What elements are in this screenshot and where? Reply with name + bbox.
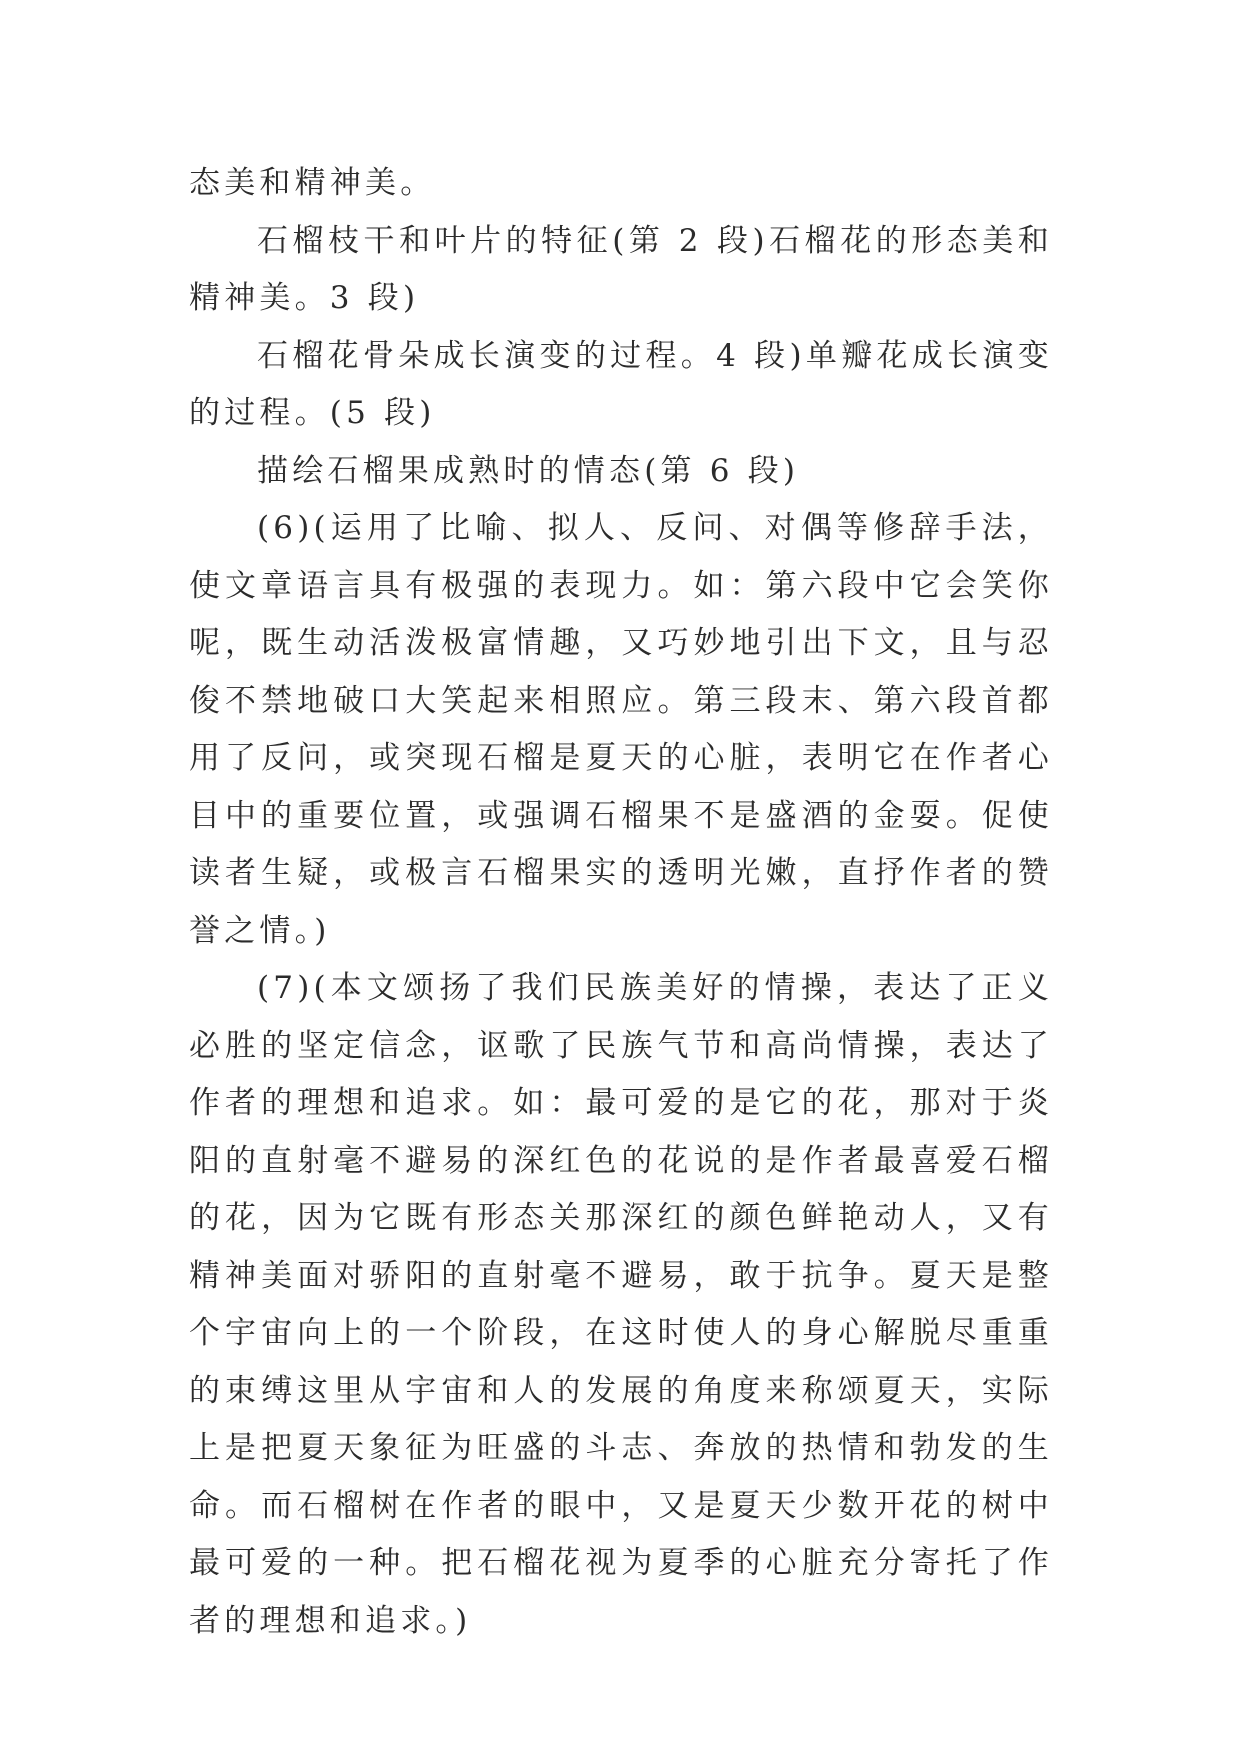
paragraph-answer-6: (6)(运用了比喻、拟人、反问、对偶等修辞手法，使文章语言具有极强的表现力。如：第六段中它会笑你呢，既生动活泼极富情趣，又巧妙地引出下文，且与忍俊不禁地破口大笑起来相照应。第三段末、第六段首都用了反问，或突现石榴是夏天的心脏，表明它在作者心目中的重要位置，或强调石榴果不是盛酒的金耍。促使读者生疑，或极言石榴果实的透明光嫩，直抒作者的赞誉之情。): [189, 510, 1053, 949]
document-page: [189, 155, 1053, 1650]
paragraph-fruit-ripe: 描绘石榴果成熟时的情态(第 6 段): [257, 452, 800, 489]
paragraph-answer-7: (7)(本文颂扬了我们民族美好的情操，表达了正义必胜的坚定信念，讴歌了民族气节和高尚情操，表达了作者的理想和追求。如：最可爱的是它的花，那对于炎阳的直射毫不避易的深红色的花说的是作者最喜爱石榴的花，因为它既有形态关那深红的颜色鲜艳动人，又有精神美面对骄阳的直射毫不避易，敢于抗争。夏天是整个宇宙向上的一个阶段，在这时使人的身心解脱尽重重的束缚这里从宇宙和人的发展的角度来称颂夏天，实际上是把夏天象征为旺盛的斗志、奔放的热情和勃发的生命。而石榴树在作者的眼中，又是夏天少数开花的树中最可爱的一种。把石榴花视为夏季的心脏充分寄托了作者的理想和追求。): [189, 970, 1053, 1639]
paragraph-branch-leaf-features: 石榴枝干和叶片的特征(第 2 段)石榴花的形态美和精神美。3 段): [189, 222, 1053, 316]
paragraph-continuation: 态美和精神美。: [189, 165, 436, 201]
paragraph-bud-growth: 石榴花骨朵成长演变的过程。4 段)单瓣花成长演变的过程。(5 段): [189, 337, 1053, 431]
